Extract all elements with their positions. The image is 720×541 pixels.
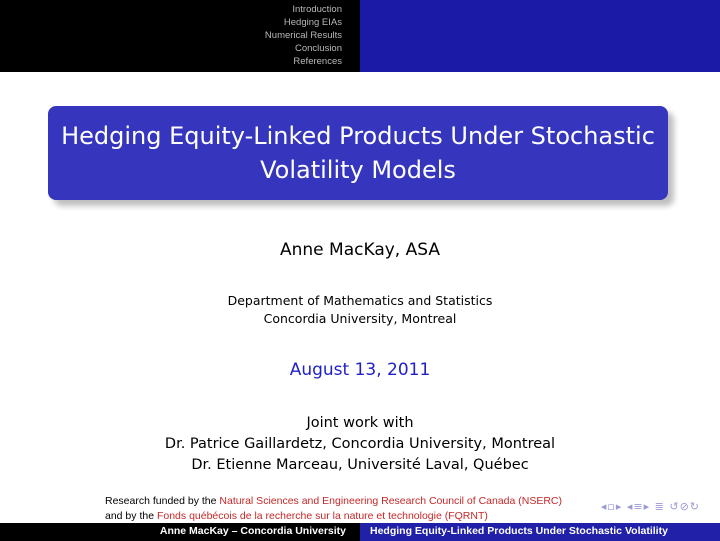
affiliation — [0, 292, 720, 328]
nav-frame-forward-icon[interactable]: ▸ — [615, 500, 623, 513]
coauthor-marceau: Dr. Etienne Marceau, Université Laval, Québec — [191, 457, 529, 473]
funding-note — [105, 494, 562, 524]
fqrnt-link[interactable]: Fonds québécois de la recherche sur la nature et technologie (FQRNT) — [156, 510, 488, 522]
nav-zoom-icon[interactable]: ⊘ — [679, 500, 690, 513]
section-nav — [265, 3, 342, 68]
footer-author: Anne MacKay – Concordia University — [159, 525, 346, 537]
header-blue-panel — [360, 0, 720, 72]
footer-left — [0, 523, 360, 541]
nav-search-icon[interactable]: ↺ — [669, 500, 680, 513]
footer-right — [360, 523, 720, 541]
nav-item-references[interactable]: References — [293, 56, 342, 67]
affiliation-department: Department of Mathematics and Statistics — [227, 293, 493, 308]
funding-prefix-1: Research funded by the — [105, 495, 220, 507]
author: Anne MacKay, ASA — [280, 240, 440, 260]
nav-frame-back-icon[interactable]: ◂ — [600, 500, 608, 513]
nserc-link[interactable]: Natural Sciences and Engineering Research Council of Canada (NSERC) — [219, 495, 563, 507]
presentation-date: August 13, 2011 — [289, 360, 431, 380]
nav-appendix-icon[interactable]: ≣ — [654, 500, 665, 513]
nav-section-forward-icon[interactable]: ▸ — [643, 500, 651, 513]
footer-title: Hedging Equity-Linked Products Under Stochastic Volatility — [370, 525, 668, 537]
funding-prefix-2: and by the — [105, 510, 157, 522]
joint-work-intro: Joint work with — [306, 415, 414, 431]
joint-work — [0, 413, 720, 476]
nav-section-back-icon[interactable]: ◂ — [626, 500, 634, 513]
nav-return-icon[interactable]: ↻ — [689, 500, 700, 513]
beamer-navigation-symbols — [601, 500, 700, 513]
coauthor-gaillardetz: Dr. Patrice Gaillardetz, Concordia University, Montreal — [164, 436, 556, 452]
nav-item-numerical-results[interactable]: Numerical Results — [264, 30, 342, 41]
nav-item-conclusion[interactable]: Conclusion — [295, 43, 342, 54]
affiliation-university: Concordia University, Montreal — [263, 311, 457, 326]
header-nav-bar — [0, 0, 360, 72]
nav-item-introduction[interactable]: Introduction — [292, 4, 342, 15]
nav-frame-icon[interactable]: ▫ — [607, 500, 616, 513]
presentation-title: Hedging Equity-Linked Products Under Stochastic Volatility Models — [61, 122, 655, 184]
nav-section-icon[interactable]: ≡ — [633, 500, 644, 513]
nav-item-hedging-eias[interactable]: Hedging EIAs — [283, 17, 342, 28]
title-box — [48, 106, 668, 200]
